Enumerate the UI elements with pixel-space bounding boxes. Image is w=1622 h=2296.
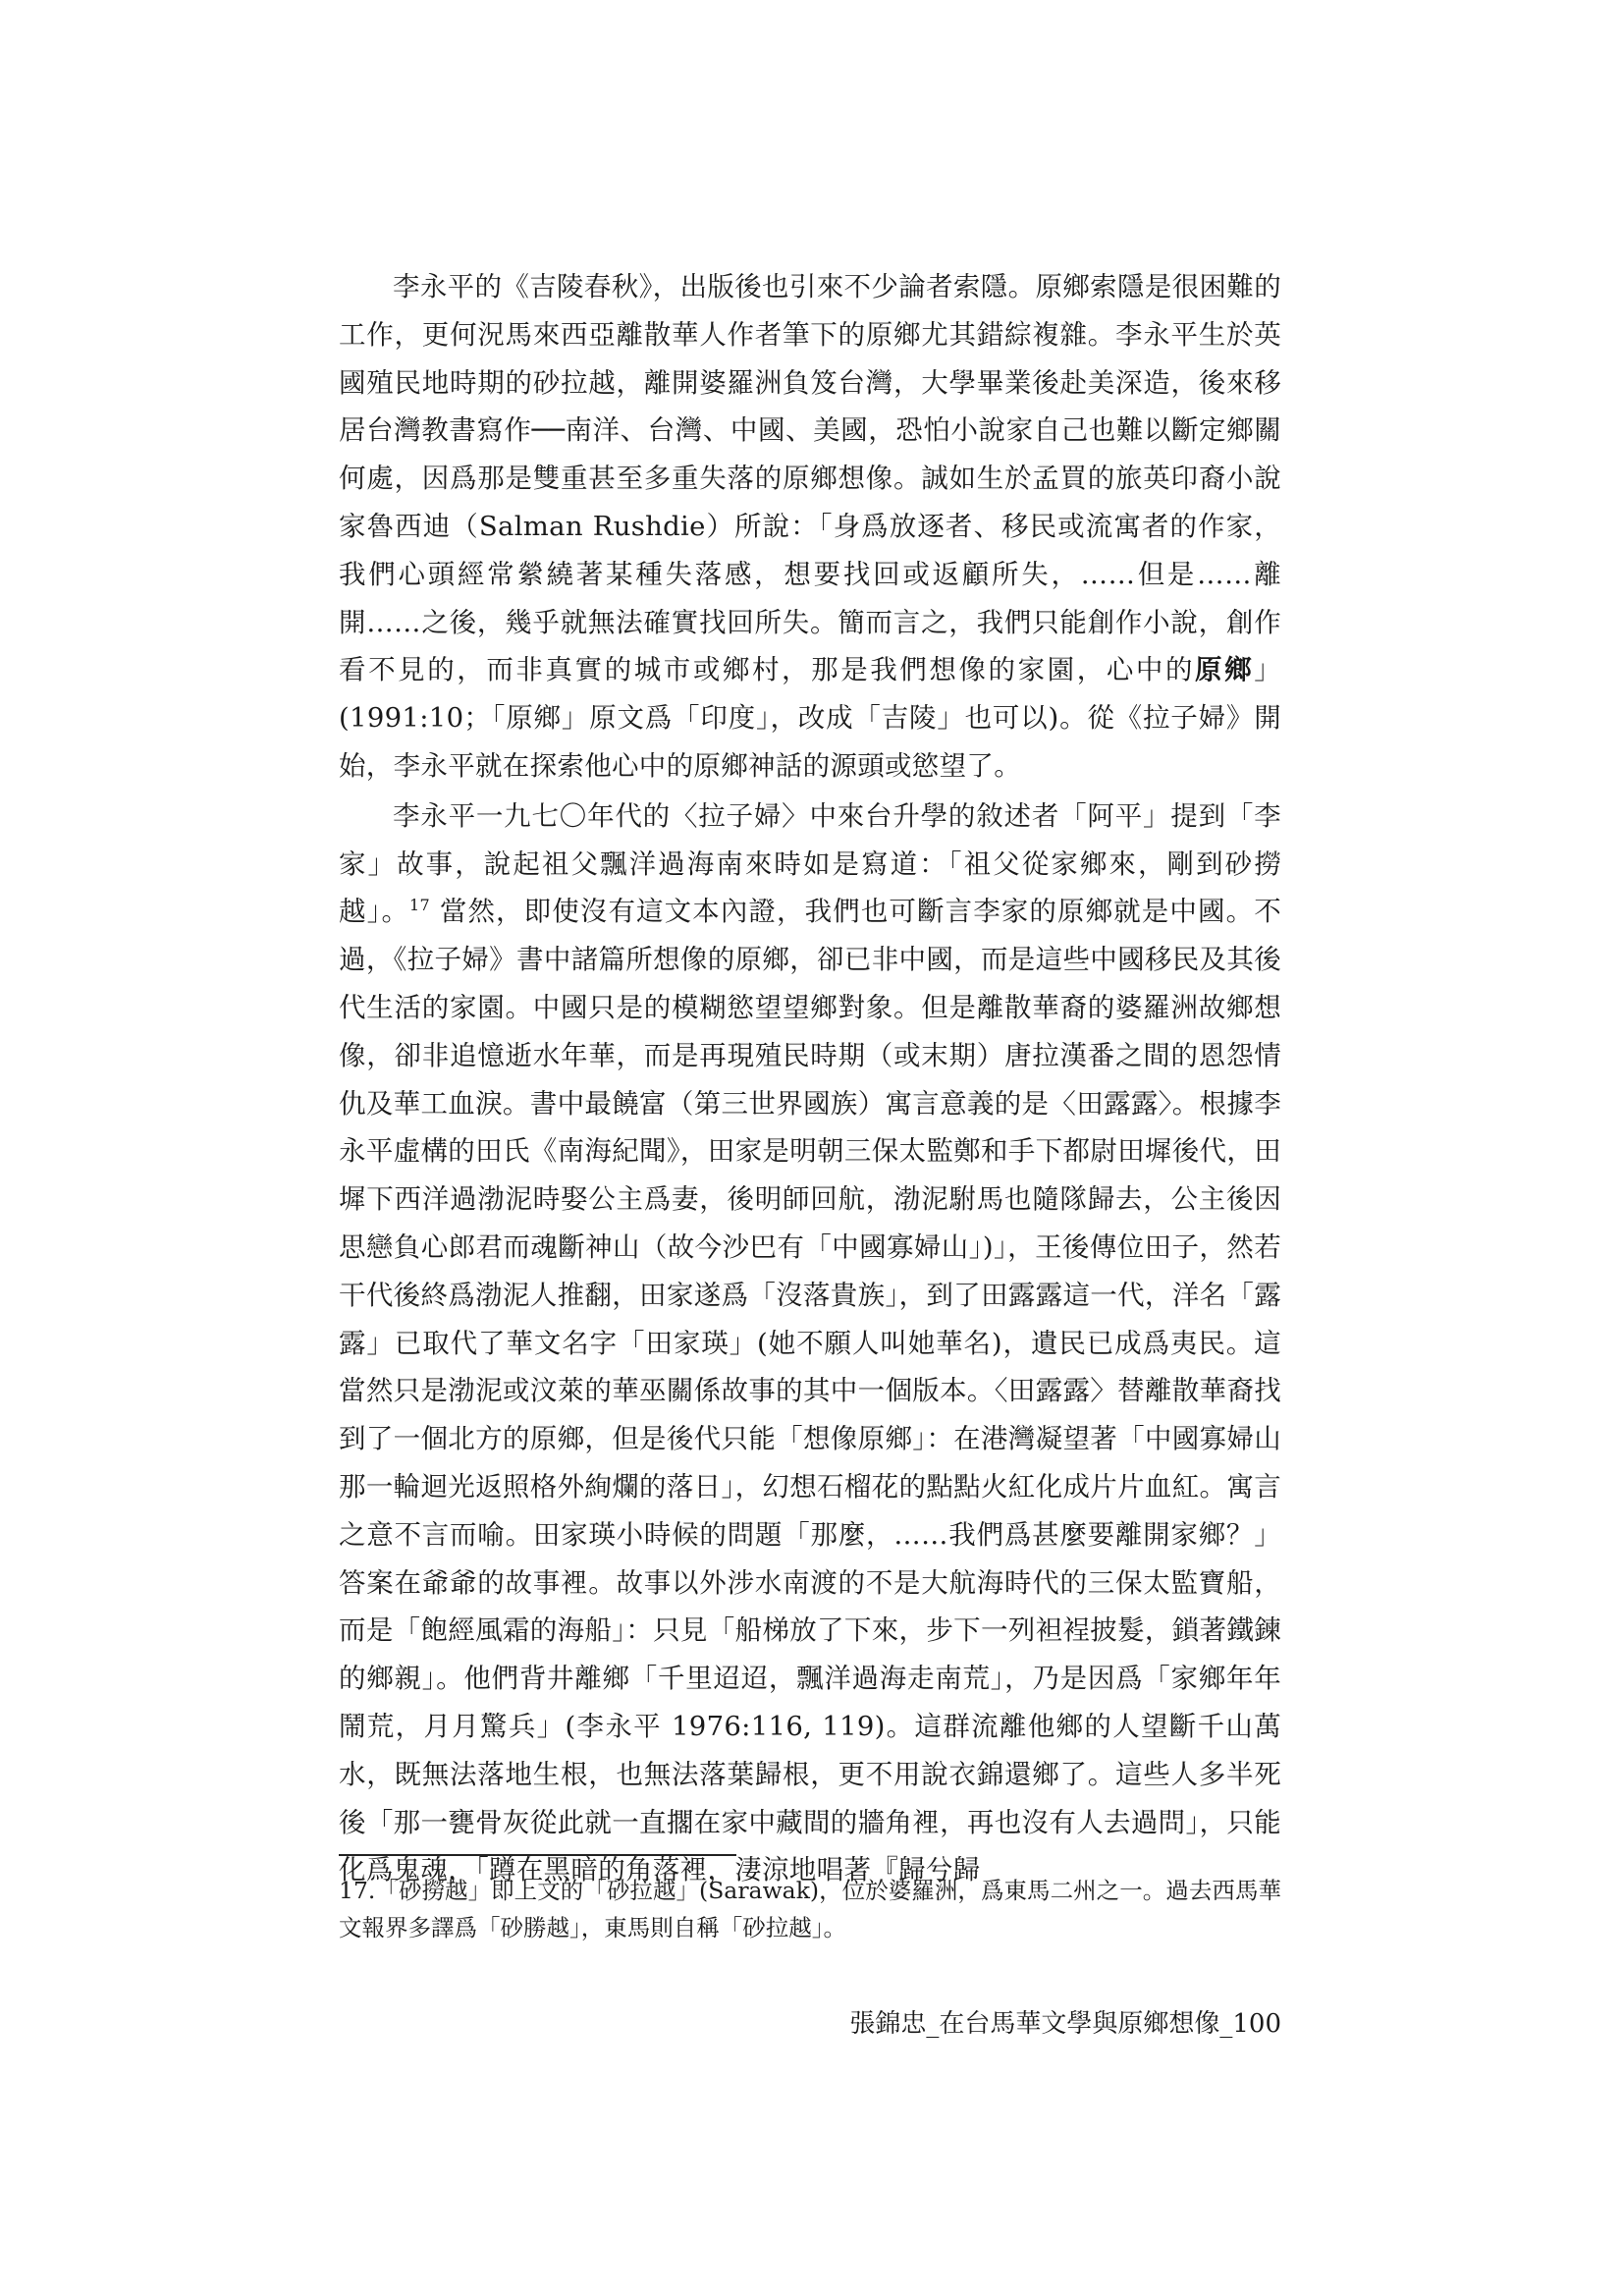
- main-text: [339, 263, 1281, 1894]
- footnote-17: 17.「砂撈越」即上文的「砂拉越」(Sarawak)，位於婆羅洲，爲東馬二州之一。過去西馬華文報界多譯爲「砂勝越」，東馬則自稱「砂拉越」。: [339, 1877, 1281, 1941]
- paragraph-1-text-end: 」(1991:10；「原鄉」原文爲「印度」，改成「吉陵」也可以)。從《拉子婦》開始，李永平就在探索他心中的原鄉神話的源頭或慾望了。: [339, 654, 1281, 782]
- paragraph-1-text: 李永平的《吉陵春秋》，出版後也引來不少論者索隱。原鄉索隱是很困難的工作，更何況馬來西亞離散華人作者筆下的原鄉尤其錯綜複雜。李永平生於英國殖民地時期的砂拉越，離開婆羅洲負笈台灣，大學畢業後赴美深造，後來移居台灣教書寫作──南洋、台灣、中國、美國，恐怕小說家自己也難以斷定鄉關何處，因爲那是雙重甚至多重失落的原鄉想像。誠如生於孟買的旅英印裔小說家魯西迪（Salman Rushdie）所說：「身爲放逐者、移民或流寓者的作家，我們心頭經常縈繞著某種失落感，想要找回或返顧所失，……但是……離開……之後，幾乎就無法確實找回所失。簡而言之，我們只能創作小說，創作看不見的，而非真實的城市或鄉村，那是我們想像的家園，心中的: [339, 271, 1281, 686]
- paragraph-2-text-end: 當然，即使沒有這文本內證，我們也可斷言李家的原鄉就是中國。不過，《拉子婦》書中諸篇所想像的原鄉，卻已非中國，而是這些中國移民及其後代生活的家園。中國只是的模糊慾望望鄉對象。但是離散華裔的婆羅洲故鄉想像，卻非追憶逝水年華，而是再現殖民時期（或末期）唐拉漢番之間的恩怨情仇及華工血淚。書中最饒富（第三世界國族）寓言意義的是〈田露露〉。根據李永平虛構的田氏《南海紀聞》，田家是明朝三保太監鄭和手下都尉田墀後代，田墀下西洋過渤泥時娶公主爲妻，後明師回航，渤泥駙馬也隨隊歸去，公主後因思戀負心郎君而魂斷神山（故今沙巴有「中國寡婦山」)」，王後傳位田子，然若干代後終爲渤泥人推翻，田家遂爲「沒落貴族」，到了田露露這一代，洋名「露露」已取代了華文名字「田家瑛」(她不願人叫她華名)，遺民已成爲夷民。這當然只是渤泥或汶萊的華巫關係故事的其中一個版本。〈田露露〉替離散華裔找到了一個北方的原鄉，但是後代只能「想像原鄉」：在港灣凝望著「中國寡婦山那一輪迴光返照格外絢爛的落日」，幻想石榴花的點點火紅化成片片血紅。寓言之意不言而喻。田家瑛小時候的問題「那麼，……我們爲甚麼要離開家鄉？」答案在爺爺的故事裡。故事以外涉水南渡的不是大航海時代的三保太監寶船，而是「飽經風霜的海船」：只見「船梯放了下來，步下一列袒裎披髮，鎖著鐵鍊的鄉親」。他們背井離鄉「千里迢迢，飄洋過海走南荒」，乃是因爲「家鄉年年鬧荒，月月驚兵」(李永平 1976:116, 119)。這群流離他鄉的人望斷千山萬水，既無法落地生根，也無法落葉歸根，更不用說衣錦還鄉了。這些人多半死後「那一甕骨灰從此就一直擱在家中藏間的牆角裡，再也沒有人去過問」，只能化爲鬼魂，「蹲在黑暗的角落裡，淒涼地唱著『歸兮歸: [339, 896, 1281, 1886]
- paragraph-2: [339, 793, 1281, 1894]
- emphasis-yuanxiang: 原鄉: [1195, 654, 1255, 686]
- footnote-ref-17[interactable]: 17: [409, 896, 431, 915]
- footnote-divider: [339, 1854, 736, 1856]
- paragraph-1: [339, 263, 1281, 791]
- paragraph-2-text: 李永平一九七〇年代的〈拉子婦〉中來台升學的敘述者「阿平」提到「李家」故事，說起祖父飄洋過海南來時如是寫道：「祖父從家鄉來，剛到砂撈越」。: [339, 799, 1281, 928]
- running-footer: 張錦忠_在台馬華文學與原鄉想像_100: [849, 2009, 1281, 2039]
